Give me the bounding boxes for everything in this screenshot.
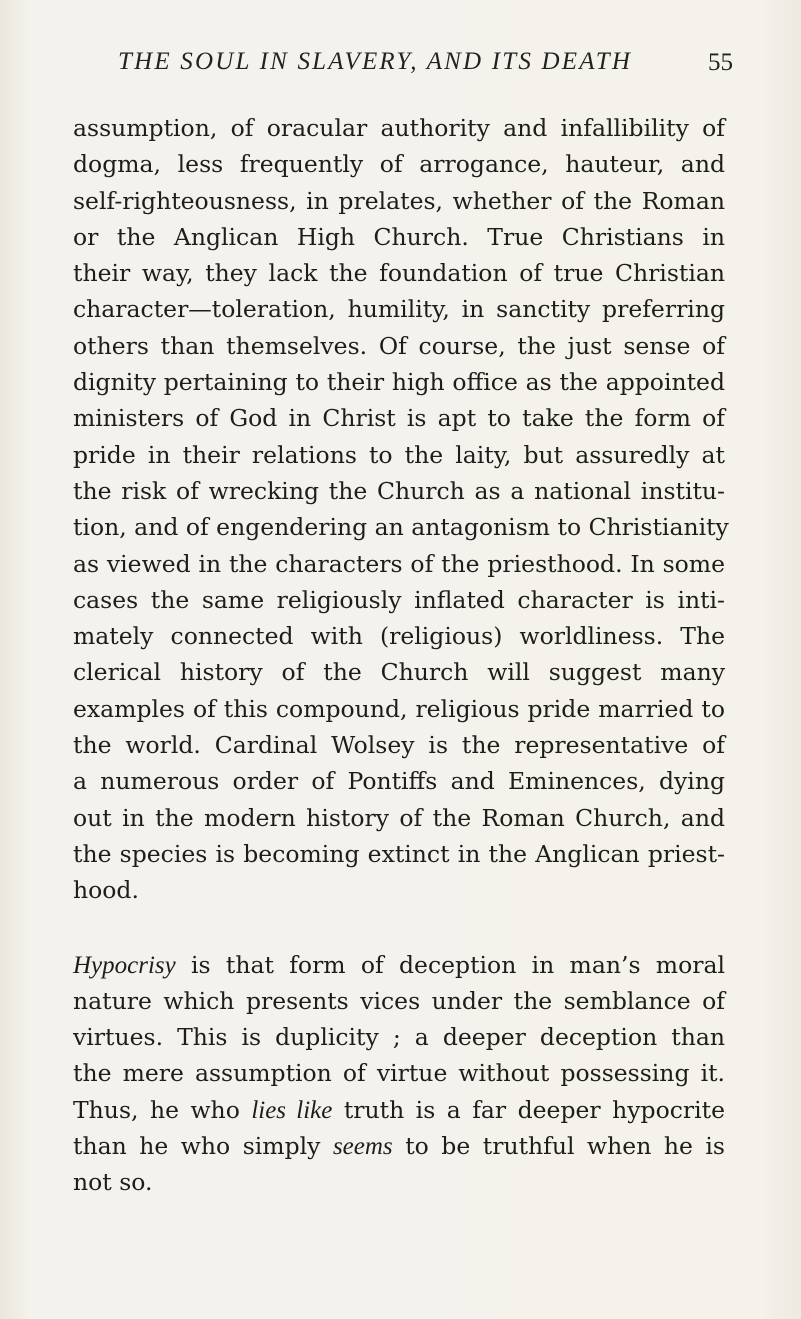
text-line: virtues. This is duplicity ; a deeper deception than	[73, 1023, 725, 1052]
text-line: dogma, less frequently of arrogance, hauteur, and	[73, 150, 725, 179]
text-run: truth is a far deeper hypocrite	[332, 1095, 725, 1124]
text-line	[73, 947, 725, 983]
text-line: self-righteousness, in prelates, whether of the Roman	[73, 186, 725, 215]
text-line: others than themselves. Of course, the just sense of	[73, 331, 725, 360]
italic-term: seems	[332, 1133, 393, 1161]
text-line: assumption, of oracular authority and infallibility of	[73, 114, 725, 142]
text-line	[73, 1092, 725, 1128]
text-line: as viewed in the characters of the priesthood. In some	[73, 549, 725, 578]
text-run: to be truthful when he is	[392, 1132, 725, 1161]
text-line: cases the same religiously inflated character is inti-	[73, 585, 725, 614]
text-line: pride in their relations to the laity, but assuredly at	[73, 440, 725, 469]
text-run: is that form of deception in man’s moral	[175, 950, 725, 979]
running-head: THE SOUL IN SLAVERY, AND ITS DEATH	[118, 48, 633, 75]
text-line: examples of this compound, religious pride married to	[73, 694, 725, 723]
paragraph-1	[73, 110, 729, 909]
text-line: not so.	[73, 1168, 153, 1197]
text-line: the risk of wrecking the Church as a national institu-	[73, 476, 725, 505]
text-line: tion, and of engendering an antagonism to Christianity	[73, 513, 729, 542]
text-line: their way, they lack the foundation of true Christian	[73, 259, 725, 288]
text-line: the world. Cardinal Wolsey is the representative of	[73, 731, 725, 760]
text-line: hood.	[73, 876, 139, 905]
italic-term: Hypocrisy	[73, 951, 176, 979]
body-text	[73, 110, 729, 1201]
text-line: the species is becoming extinct in the Anglican priest-	[73, 839, 725, 868]
text-line: the mere assumption of virtue without possessing it.	[73, 1059, 725, 1088]
text-line: mately connected with (religious) worldliness. The	[73, 622, 725, 651]
text-line	[73, 1128, 725, 1164]
text-line: clerical history of the Church will suggest many	[73, 658, 725, 687]
text-line: a numerous order of Pontiffs and Eminences, dying	[73, 767, 725, 796]
text-line: or the Anglican High Church. True Christians in	[73, 222, 725, 251]
paragraph-gap	[73, 909, 725, 947]
paragraph-2	[73, 947, 725, 1201]
italic-term: lies like	[251, 1096, 333, 1124]
text-line: dignity pertaining to their high office as the appointed	[73, 368, 725, 397]
text-line: out in the modern history of the Roman Church, and	[73, 803, 725, 832]
text-line: ministers of God in Christ is apt to take the form of	[73, 404, 725, 433]
text-line: nature which presents vices under the semblance of	[73, 986, 725, 1015]
text-run: than he who simply	[73, 1132, 333, 1161]
page-number: 55	[708, 49, 733, 76]
text-line: character—toleration, humility, in sanctity preferring	[73, 295, 725, 324]
text-run: Thus, he who	[73, 1095, 252, 1124]
